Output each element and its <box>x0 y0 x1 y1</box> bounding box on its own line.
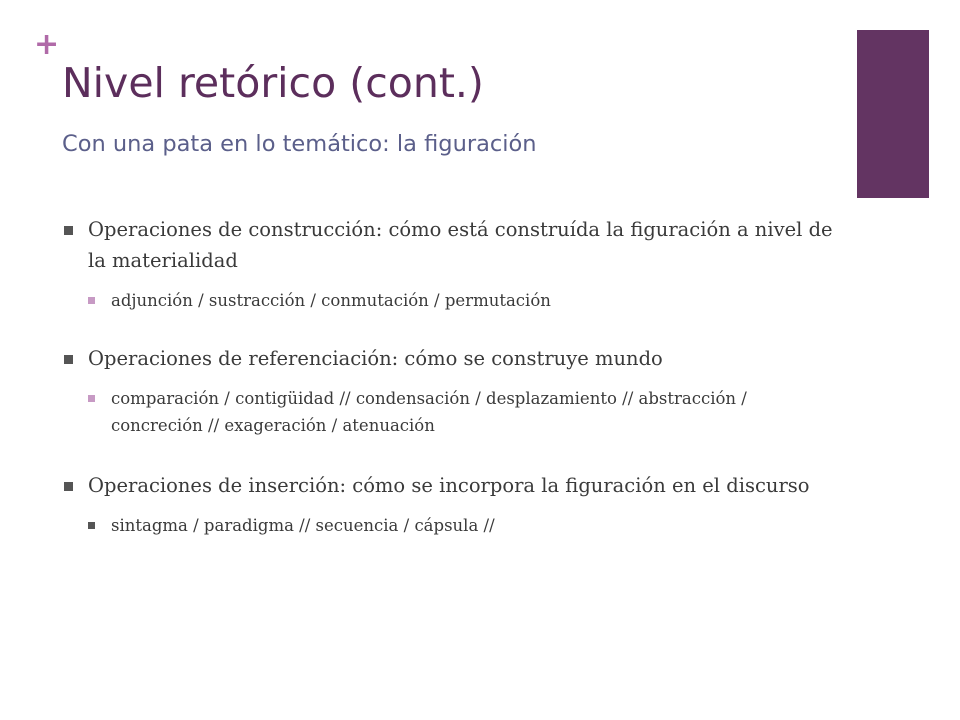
bullet-text: Operaciones de referenciación: cómo se construye mundo <box>88 347 663 370</box>
bullet-group-referenciacion <box>64 343 834 439</box>
square-bullet-icon <box>64 226 73 235</box>
sub-bullet-text: adjunción / sustracción / conmutación / permutación <box>111 291 551 310</box>
accent-bar <box>857 30 929 198</box>
slide-title: Nivel retórico (cont.) <box>62 59 484 107</box>
square-bullet-icon <box>88 522 95 529</box>
slide-content <box>64 214 834 539</box>
sub-bullet-item <box>88 512 834 539</box>
sub-bullet-text: sintagma / paradigma // secuencia / cápsula // <box>111 516 495 535</box>
sub-bullet-item <box>88 385 834 439</box>
sub-bullet-text: comparación / contigüidad // condensación / desplazamiento // abstracción / concreción // exageración / atenuación <box>111 389 747 435</box>
bullet-item <box>64 343 834 374</box>
plus-icon: + <box>34 27 60 62</box>
bullet-item <box>64 470 834 501</box>
square-bullet-icon <box>64 355 73 364</box>
sub-bullet-item <box>88 287 834 314</box>
bullet-item <box>64 214 834 276</box>
bullet-group-insercion <box>64 470 834 539</box>
square-bullet-icon <box>64 482 73 491</box>
square-bullet-icon <box>88 395 95 402</box>
square-bullet-icon <box>88 297 95 304</box>
slide-subtitle: Con una pata en lo temático: la figuración <box>62 131 537 157</box>
bullet-text: Operaciones de construcción: cómo está construída la figuración a nivel de la materialidad <box>88 218 833 272</box>
bullet-text: Operaciones de inserción: cómo se incorpora la figuración en el discurso <box>88 474 810 497</box>
bullet-group-construccion <box>64 214 834 314</box>
